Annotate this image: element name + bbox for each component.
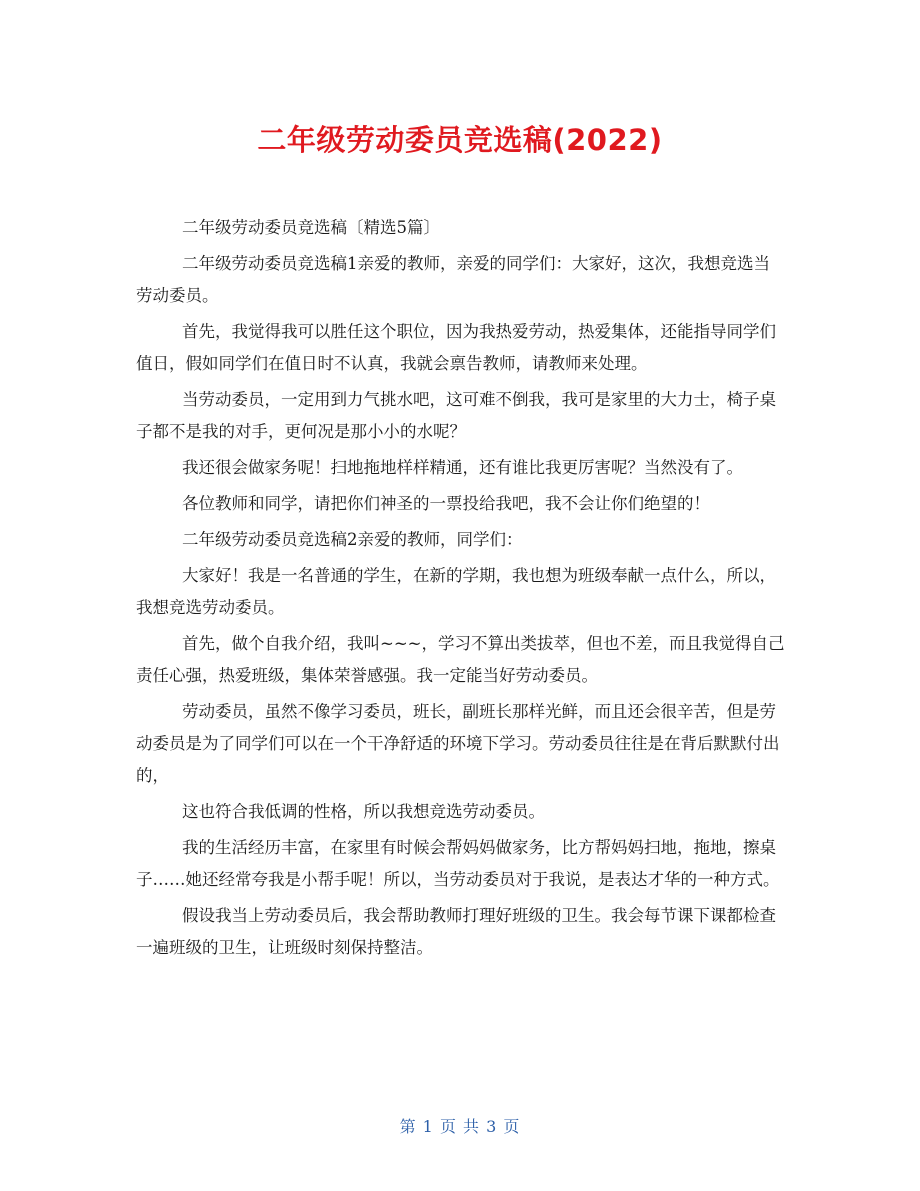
paragraph: 劳动委员，虽然不像学习委员，班长，副班长那样光鲜，而且还会很辛苦，但是劳动委员是为了同学们可以在一个干净舒适的环境下学习。劳动委员往往是在背后默默付出的， bbox=[136, 702, 780, 785]
paragraph: 当劳动委员，一定用到力气挑水吧，这可难不倒我，我可是家里的大力士，椅子桌子都不是我的对手，更何况是那小小的水呢？ bbox=[136, 390, 776, 441]
page-footer: 第 1 页 共 3 页 bbox=[399, 1117, 521, 1136]
paragraph: 我的生活经历丰富，在家里有时候会帮妈妈做家务，比方帮妈妈扫地，拖地，擦桌子……她还经常夸我是小帮手呢！所以，当劳动委员对于我说，是表达才华的一种方式。 bbox=[136, 838, 780, 889]
document-body bbox=[136, 212, 786, 968]
paragraph: 我还很会做家务呢！扫地拖地样样精通，还有谁比我更厉害呢？当然没有了。 bbox=[182, 458, 743, 477]
paragraph: 首先，我觉得我可以胜任这个职位，因为我热爱劳动，热爱集体，还能指导同学们值日，假如同学们在值日时不认真，我就会禀告教师，请教师来处理。 bbox=[136, 322, 776, 373]
paragraph: 二年级劳动委员竞选稿1亲爱的教师，亲爱的同学们：大家好，这次，我想竞选当劳动委员。 bbox=[136, 254, 770, 305]
paragraph: 各位教师和同学，请把你们神圣的一票投给我吧，我不会让你们绝望的！ bbox=[182, 494, 710, 513]
paragraph: 二年级劳动委员竞选稿2亲爱的教师，同学们： bbox=[182, 530, 523, 549]
paragraph: 这也符合我低调的性格，所以我想竞选劳动委员。 bbox=[182, 802, 545, 821]
paragraph: 假设我当上劳动委员后，我会帮助教师打理好班级的卫生。我会每节课下课都检查一遍班级的卫生，让班级时刻保持整洁。 bbox=[136, 906, 776, 957]
paragraph: 大家好！我是一名普通的学生，在新的学期，我也想为班级奉献一点什么，所以，我想竞选劳动委员。 bbox=[136, 566, 776, 617]
paragraph: 二年级劳动委员竞选稿〔精选5篇〕 bbox=[182, 218, 440, 237]
document-title: 二年级劳动委员竞选稿(2022) bbox=[257, 123, 663, 157]
paragraph: 首先，做个自我介绍，我叫~~~，学习不算出类拔萃，但也不差，而且我觉得自己责任心强，热爱班级，集体荣誉感强。我一定能当好劳动委员。 bbox=[136, 634, 785, 685]
